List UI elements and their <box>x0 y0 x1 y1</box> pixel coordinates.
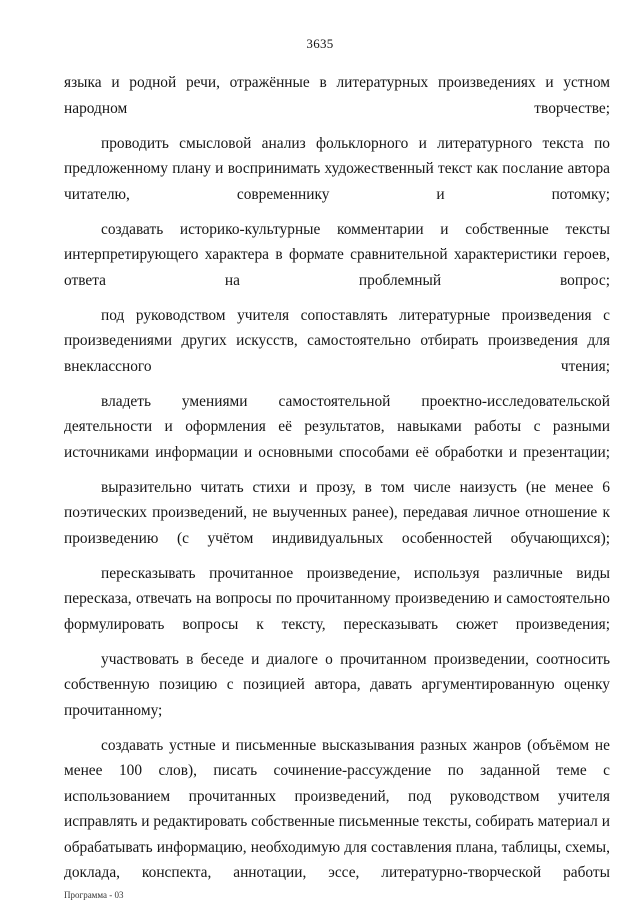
paragraph-dialogue: участвовать в беседе и диалоге о прочитанном произведении, соотносить собственную позицию с позицией автора, давать аргументированную оценку прочитанному; <box>64 650 610 719</box>
paragraph-retelling: пересказывать прочитанное произведение, используя различные виды пересказа, отвечать на вопросы по прочитанному произведению и самостоятельно формулировать вопросы к тексту, пересказывать сюжет произведения; <box>64 564 610 633</box>
page-number: 3635 <box>306 36 334 51</box>
page-footer: Программа - 03 <box>64 890 124 900</box>
paragraph-commentaries: создавать историко-культурные комментарии и собственные тексты интерпретирующего характера в формате сравнительной характеристики героев, ответа на проблемный вопрос; <box>64 220 610 289</box>
paragraph-writing: создавать устные и письменные высказывания разных жанров (объёмом не менее 100 слов), писать сочинение-рассуждение по заданной теме с использованием прочитанных произведений, под руководством учителя исправлять и редактировать собственные письменные тексты, собирать материал и обрабатывать информацию, необходимую для составления плана, таблицы, схемы, доклада, конспекта, аннотации, эссе, литературно-творческой работы <box>64 736 610 881</box>
paragraph-continuation: языка и родной речи, отражённые в литературных произведениях и устном народном творчестве; <box>64 74 610 117</box>
paragraph-expressive-reading: выразительно читать стихи и прозу, в том числе наизусть (не менее 6 поэтических произведений, не выученных ранее), передавая личное отношение к произведению (с учётом индивидуальных особенностей обучающихся); <box>64 478 610 547</box>
document-body <box>64 70 610 895</box>
paragraph-project-activity: владеть умениями самостоятельной проектно-исследовательской деятельности и оформления её результатов, навыками работы с разными источниками информации и основными способами её обработки и презентации; <box>64 392 610 461</box>
paragraph-compare-arts: под руководством учителя сопоставлять литературные произведения с произведениями других искусств, самостоятельно отбирать произведения для внеклассного чтения; <box>64 306 610 375</box>
paragraph-semantic-analysis: проводить смысловой анализ фольклорного и литературного текста по предложенному плану и воспринимать художественный текст как послание автора читателю, современнику и потомку; <box>64 134 610 203</box>
